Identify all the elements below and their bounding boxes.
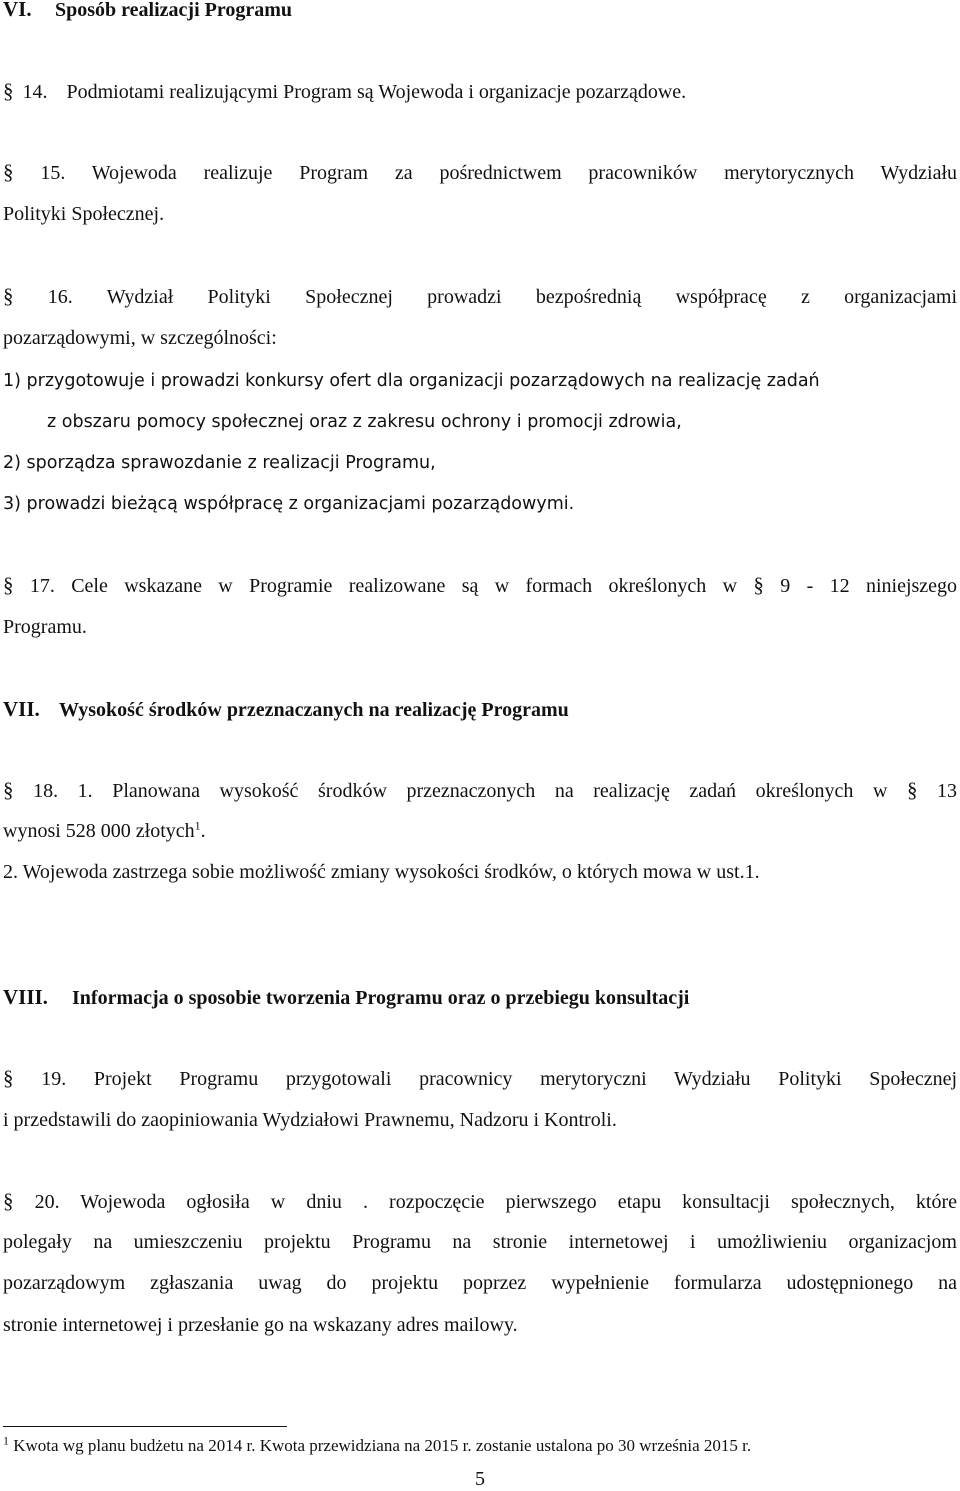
paragraph-number: 17. xyxy=(29,575,55,597)
footnote-mark: 1 xyxy=(3,1433,9,1448)
paragraph-number: 16. xyxy=(47,286,73,308)
paragraph-text: Wydział Polityki Społecznej prowadzi bezpośrednią współpracę z organizacjami xyxy=(106,286,958,308)
footnote-separator xyxy=(3,1426,287,1427)
paragraph-text: Wojewoda ogłosiła w dniu . xyxy=(80,1191,368,1213)
paragraph-18-line-2 xyxy=(3,819,206,843)
section-title: Informacja o sposobie tworzenia Programu oraz o przebiegu konsultacji xyxy=(72,987,690,1009)
paragraph-sign: § xyxy=(3,1189,14,1213)
footnote xyxy=(3,1433,752,1456)
section-heading-vi xyxy=(3,0,292,22)
paragraph-text-end: . xyxy=(200,820,206,842)
paragraph-text: 1. Planowana wysokość środków przeznaczonych na realizację zadań określonych w xyxy=(77,780,888,802)
section-number: VII. xyxy=(3,697,40,721)
paragraph-sign: § xyxy=(3,1066,14,1090)
section-title: Sposób realizacji Programu xyxy=(55,0,293,21)
paragraph-sign: § xyxy=(3,778,14,802)
paragraph-sign: § xyxy=(3,573,14,597)
paragraph-text: Projekt Programu przygotowali pracownicy merytoryczni Wydziału Polityki Społecznej xyxy=(93,1068,958,1090)
paragraph-number: 20. xyxy=(34,1191,60,1213)
paragraph-20-line-3: pozarządowym zgłaszania uwag do projektu poprzez wypełnienie formularza udostępnionego na xyxy=(3,1272,957,1294)
paragraph-16-line-2: pozarządowymi, w szczególności: xyxy=(3,327,277,349)
footnote-reference[interactable]: 1 xyxy=(194,818,201,833)
list-item-1: 1) przygotowuje i prowadzi konkursy ofert dla organizacji pozarządowych na realizację zadań xyxy=(3,371,820,391)
section-number: VI. xyxy=(3,0,32,21)
section-heading-vii xyxy=(3,697,569,722)
paragraph-16-line-1 xyxy=(3,284,957,309)
paragraph-20-line-4: stronie internetowej i przesłanie go na wskazany adres mailowy. xyxy=(3,1314,518,1336)
paragraph-15-line-1 xyxy=(3,160,957,185)
paragraph-sign: § xyxy=(906,778,918,802)
paragraph-20-line-1 xyxy=(3,1189,957,1214)
paragraph-15-line-2: Polityki Społecznej. xyxy=(3,203,165,225)
paragraph-19-line-2: i przedstawili do zaopiniowania Wydziałowi Prawnemu, Nadzoru i Kontroli. xyxy=(3,1109,617,1131)
paragraph-text: Cele wskazane w Programie realizowane są w formach określonych w xyxy=(71,575,738,597)
paragraph-text: Podmiotami realizującymi Program są Wojewoda i organizacje pozarządowe. xyxy=(66,81,687,103)
paragraph-sign: § xyxy=(3,160,14,184)
list-item-1-continued: z obszaru pomocy społecznej oraz z zakresu ochrony i promocji zdrowia, xyxy=(47,412,682,432)
paragraph-sign: § xyxy=(3,79,14,103)
page-number: 5 xyxy=(475,1468,485,1490)
paragraph-number: 14. xyxy=(22,81,48,103)
paragraph-14 xyxy=(3,79,686,104)
paragraph-number: 18. xyxy=(33,780,59,802)
paragraph-text-end: 9 - 12 niniejszego xyxy=(780,575,958,597)
paragraph-number: 15. xyxy=(40,162,66,184)
paragraph-17-line-2: Programu. xyxy=(3,616,87,638)
paragraph-text: wynosi 528 000 złotych xyxy=(3,820,195,842)
paragraph-sign: § xyxy=(753,573,764,597)
paragraph-text: Wojewoda realizuje Program za pośrednictwem pracowników merytorycznych Wydziału xyxy=(91,162,958,184)
paragraph-20-line-2: polegały na umieszczeniu projektu Programu na stronie internetowej i umożliwieniu organizacjom xyxy=(3,1231,957,1253)
paragraph-17-line-1 xyxy=(3,573,957,598)
paragraph-number: 19. xyxy=(41,1068,67,1090)
paragraph-sign: § xyxy=(3,284,14,308)
paragraph-18-line-3: 2. Wojewoda zastrzega sobie możliwość zmiany wysokości środków, o których mowa w ust.1. xyxy=(3,861,760,883)
section-number: VIII. xyxy=(3,985,48,1009)
section-heading-viii xyxy=(3,985,689,1010)
paragraph-19-line-1 xyxy=(3,1066,957,1091)
paragraph-18-line-1 xyxy=(3,778,957,803)
section-title: Wysokość środków przeznaczanych na realizację Programu xyxy=(59,699,569,721)
paragraph-text-end: 13 xyxy=(937,780,958,802)
paragraph-text-end: rozpoczęcie pierwszego etapu konsultacji społecznych, które xyxy=(389,1191,957,1213)
list-item-3: 3) prowadzi bieżącą współpracę z organizacjami pozarządowymi. xyxy=(3,494,575,514)
list-item-2: 2) sporządza sprawozdanie z realizacji Programu, xyxy=(3,453,436,473)
footnote-text: Kwota wg planu budżetu na 2014 r. Kwota przewidziana na 2015 r. zostanie ustalona po 30 września 2015 r. xyxy=(13,1436,752,1455)
